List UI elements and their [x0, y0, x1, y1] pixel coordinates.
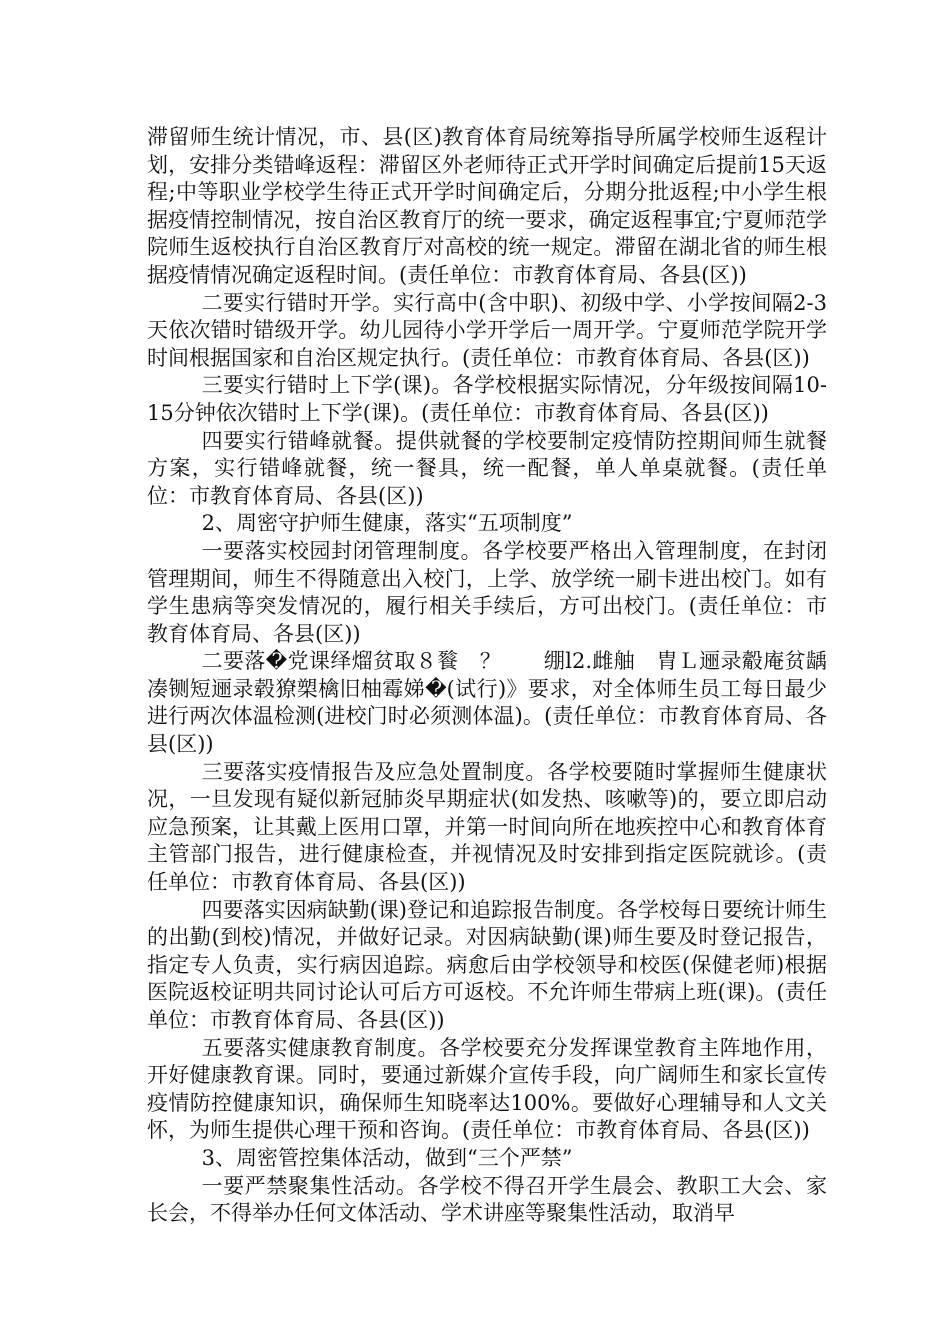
section-heading-group-activities: 3、周密管控集体活动，做到“三个严禁”	[201, 1145, 573, 1170]
paragraph-continuation: 滞留师生统计情况，市、县(区)教育体育局统筹指导所属学校师生返程计划，安排分类错峰返程：滞留区外老师待正式开学时间确定后提前15天返程;中等职业学校学生待正式开学时间确定后，分期分批返程;中小学生根据疫情控制情况，按自治区教育厅的统一要求，确定返程事宜;宁夏师范学院师生返校执行自治区教育厅对高校的统一规定。滞留在湖北省的师生根据疫情情况确定返程时间。(责任单位：市教育体育局、各县(区))	[147, 125, 827, 287]
section-heading-health: 2、周密守护师生健康，落实“五项制度”	[201, 511, 573, 536]
paragraph-absence-tracking: 四要落实因病缺勤(课)登记和追踪报告制度。各学校每日要统计师生的出勤(到校)情况，并做好记录。对因病缺勤(课)师生要及时登记报告，指定专人负责，实行病因追踪。病愈后由学校领导和校医(保健老师)根据医院返校证明共同讨论认可后方可返校。不允许师生带病上班(课)。(责任单位：市教育体育局、各县(区))	[147, 897, 827, 1032]
paragraph-ban-gatherings: 一要严禁聚集性活动。各学校不得召开学生晨会、教职工大会、家长会，不得举办任何文体活动、学术讲座等聚集性活动，取消早	[147, 1173, 827, 1226]
paragraph-health-education: 五要落实健康教育制度。各学校要充分发挥课堂教育主阵地作用，开好健康教育课。同时，要通过新媒介宣传手段，向广阔师生和家长宣传疫情防控健康知识，确保师生知晓率达100%。要做好心理辅导和人文关怀，为师生提供心理干预和咨询。(责任单位：市教育体育局、各县(区))	[147, 1035, 827, 1143]
paragraph-staggered-meals: 四要实行错峰就餐。提供就餐的学校要制定疫情防控期间师生就餐方案，实行错峰就餐，统一餐具，统一配餐，单人单桌就餐。(责任单位：市教育体育局、各县(区))	[147, 428, 827, 508]
document-body	[147, 124, 869, 1228]
paragraph-epidemic-reporting: 三要落实疫情报告及应急处置制度。各学校要随时掌握师生健康状况，一旦发现有疑似新冠肺炎早期症状(如发热、咳嗽等)的，要立即启动应急预案，让其戴上医用口罩，并第一时间向所在地疾控中心和教育体育主管部门报告，进行健康检查，并视情况及时安排到指定医院就诊。(责任单位：市教育体育局、各县(区))	[147, 759, 827, 895]
paragraph-temperature-check: 二要落�党课绎熘贫取８餮 ？ 绷l2.雌舳 胄Ｌ逦录觳庵贫龋 凑铡短逦录毂獠槊檎旧柚霉娣�(试行)》要求，对全体师生员工每日最少进行两次体温检测(进校门时必须测体温)。(责任单位：市教育体育局、各县(区))	[147, 649, 869, 757]
paragraph-closed-management: 一要落实校园封闭管理制度。各学校要严格出入管理制度，在封闭管理期间，师生不得随意出入校门，上学、放学统一刷卡进出校门。如有学生患病等突发情况的，履行相关手续后，方可出校门。(责任单位：市教育体育局、各县(区))	[147, 538, 827, 646]
paragraph-staggered-opening: 二要实行错时开学。实行高中(含中职)、初级中学、小学按间隔2-3天依次错时错级开学。幼儿园待小学开学后一周开学。宁夏师范学院开学时间根据国家和自治区规定执行。(责任单位：市教育体育局、各县(区))	[147, 290, 827, 370]
paragraph-staggered-school-hours: 三要实行错时上下学(课)。各学校根据实际情况，分年级按间隔10-15分钟依次错时上下学(课)。(责任单位：市教育体育局、各县(区))	[147, 373, 827, 425]
